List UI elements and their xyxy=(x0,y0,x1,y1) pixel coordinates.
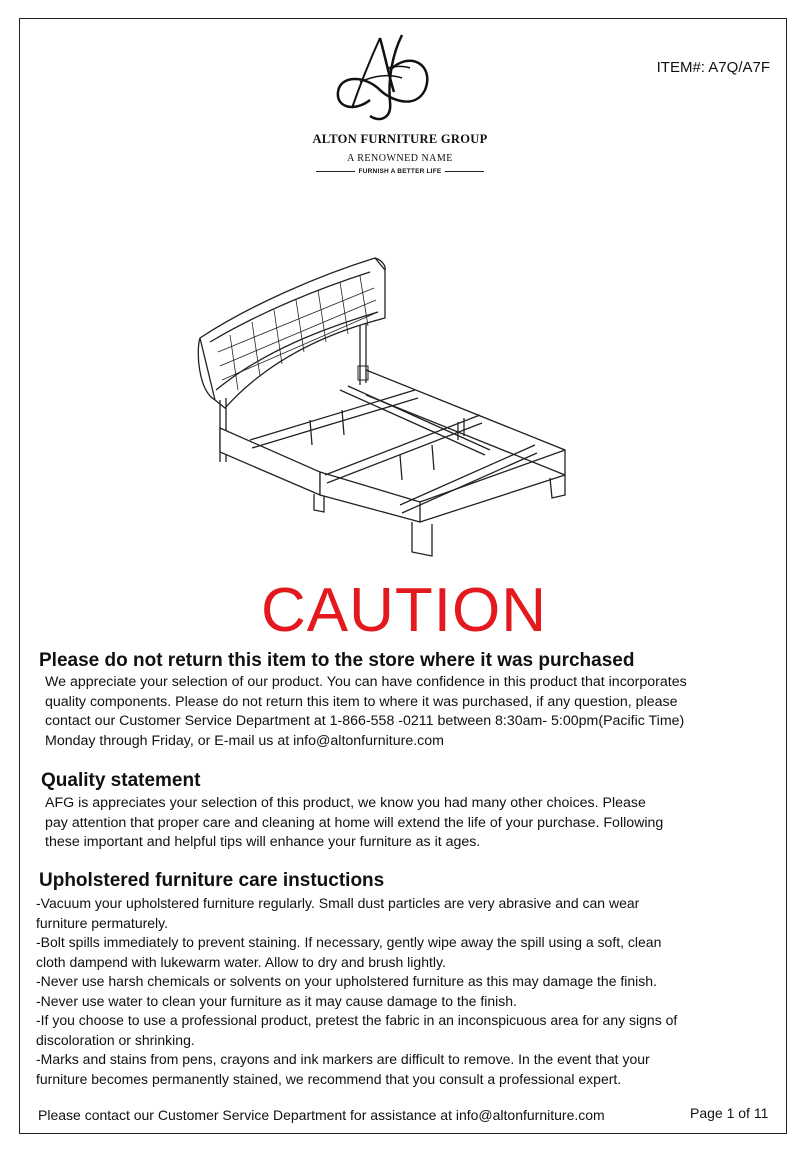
slogan-rule-left xyxy=(316,171,355,172)
text-line: discoloration or shrinking. xyxy=(36,1031,195,1048)
text-line: furniture becomes permanently stained, we recommend that you consult a professional expert. xyxy=(36,1070,622,1087)
text-line: -Never use harsh chemicals or solvents on your upholstered furniture as this may damage the finish. xyxy=(36,973,657,989)
text-line: We appreciate your selection of our product. You can have confidence in this product that incorporates xyxy=(45,674,687,690)
text-line: cloth dampend with lukewarm water. Allow to dry and brush lightly. xyxy=(36,953,446,970)
text-line: -If you choose to use a professional product, pretest the fabric in an inconspicuous area for any signs of xyxy=(36,1012,678,1028)
slogan-rule-right xyxy=(445,171,484,172)
bed-illustration xyxy=(190,240,590,570)
footer-contact: Please contact our Customer Service Department for assistance at info@altonfurniture.com xyxy=(38,1107,605,1123)
caution-title: CAUTION xyxy=(261,576,547,645)
text-line: AFG is appreciates your selection of this product, we know you had many other choices. Please xyxy=(45,795,646,811)
text-line: these important and helpful tips will enhance your furniture as it ages. xyxy=(45,834,481,850)
slogan: FURNISH A BETTER LIFE xyxy=(358,167,442,175)
brand-name: ALTON FURNITURE GROUP xyxy=(312,132,488,146)
text-line: quality components. Please do not return this item to where it was purchased, if any question, please xyxy=(45,693,678,710)
tagline: A RENOWNED NAME xyxy=(347,153,453,164)
page-number: Page 1 of 11 xyxy=(690,1105,769,1121)
item-number: ITEM#: A7Q/A7F xyxy=(656,59,770,76)
text-line: Monday through Friday, or E-mail us at info@altonfurniture.com xyxy=(45,732,444,749)
text-line: pay attention that proper care and cleaning at home will extend the life of your purchase. Following xyxy=(45,814,664,831)
care-instructions-heading: Upholstered furniture care instuctions xyxy=(39,870,385,891)
text-line: -Bolt spills immediately to prevent staining. If necessary, gently wipe away the spill using a soft, clean xyxy=(36,934,662,950)
text-line: -Marks and stains from pens, crayons and ink markers are difficult to remove. In the event that your xyxy=(36,1051,650,1067)
care-instructions-text xyxy=(36,894,677,1089)
quality-statement-text xyxy=(45,794,663,853)
text-line: contact our Customer Service Department at 1-866-558 -0211 between 8:30am- 5:00pm(Pacific Time) xyxy=(45,713,685,729)
quality-statement-heading: Quality statement xyxy=(41,770,201,791)
return-policy-text xyxy=(45,673,687,751)
return-policy-heading: Please do not return this item to the store where it was purchased xyxy=(39,650,635,671)
slogan-row xyxy=(316,165,484,177)
company-logo xyxy=(330,30,440,125)
text-line: -Never use water to clean your furniture as it may cause damage to the finish. xyxy=(36,992,517,1009)
text-line: -Vacuum your upholstered furniture regularly. Small dust particles are very abrasive and can wear xyxy=(36,895,640,911)
text-line: furniture permaturely. xyxy=(36,914,169,931)
